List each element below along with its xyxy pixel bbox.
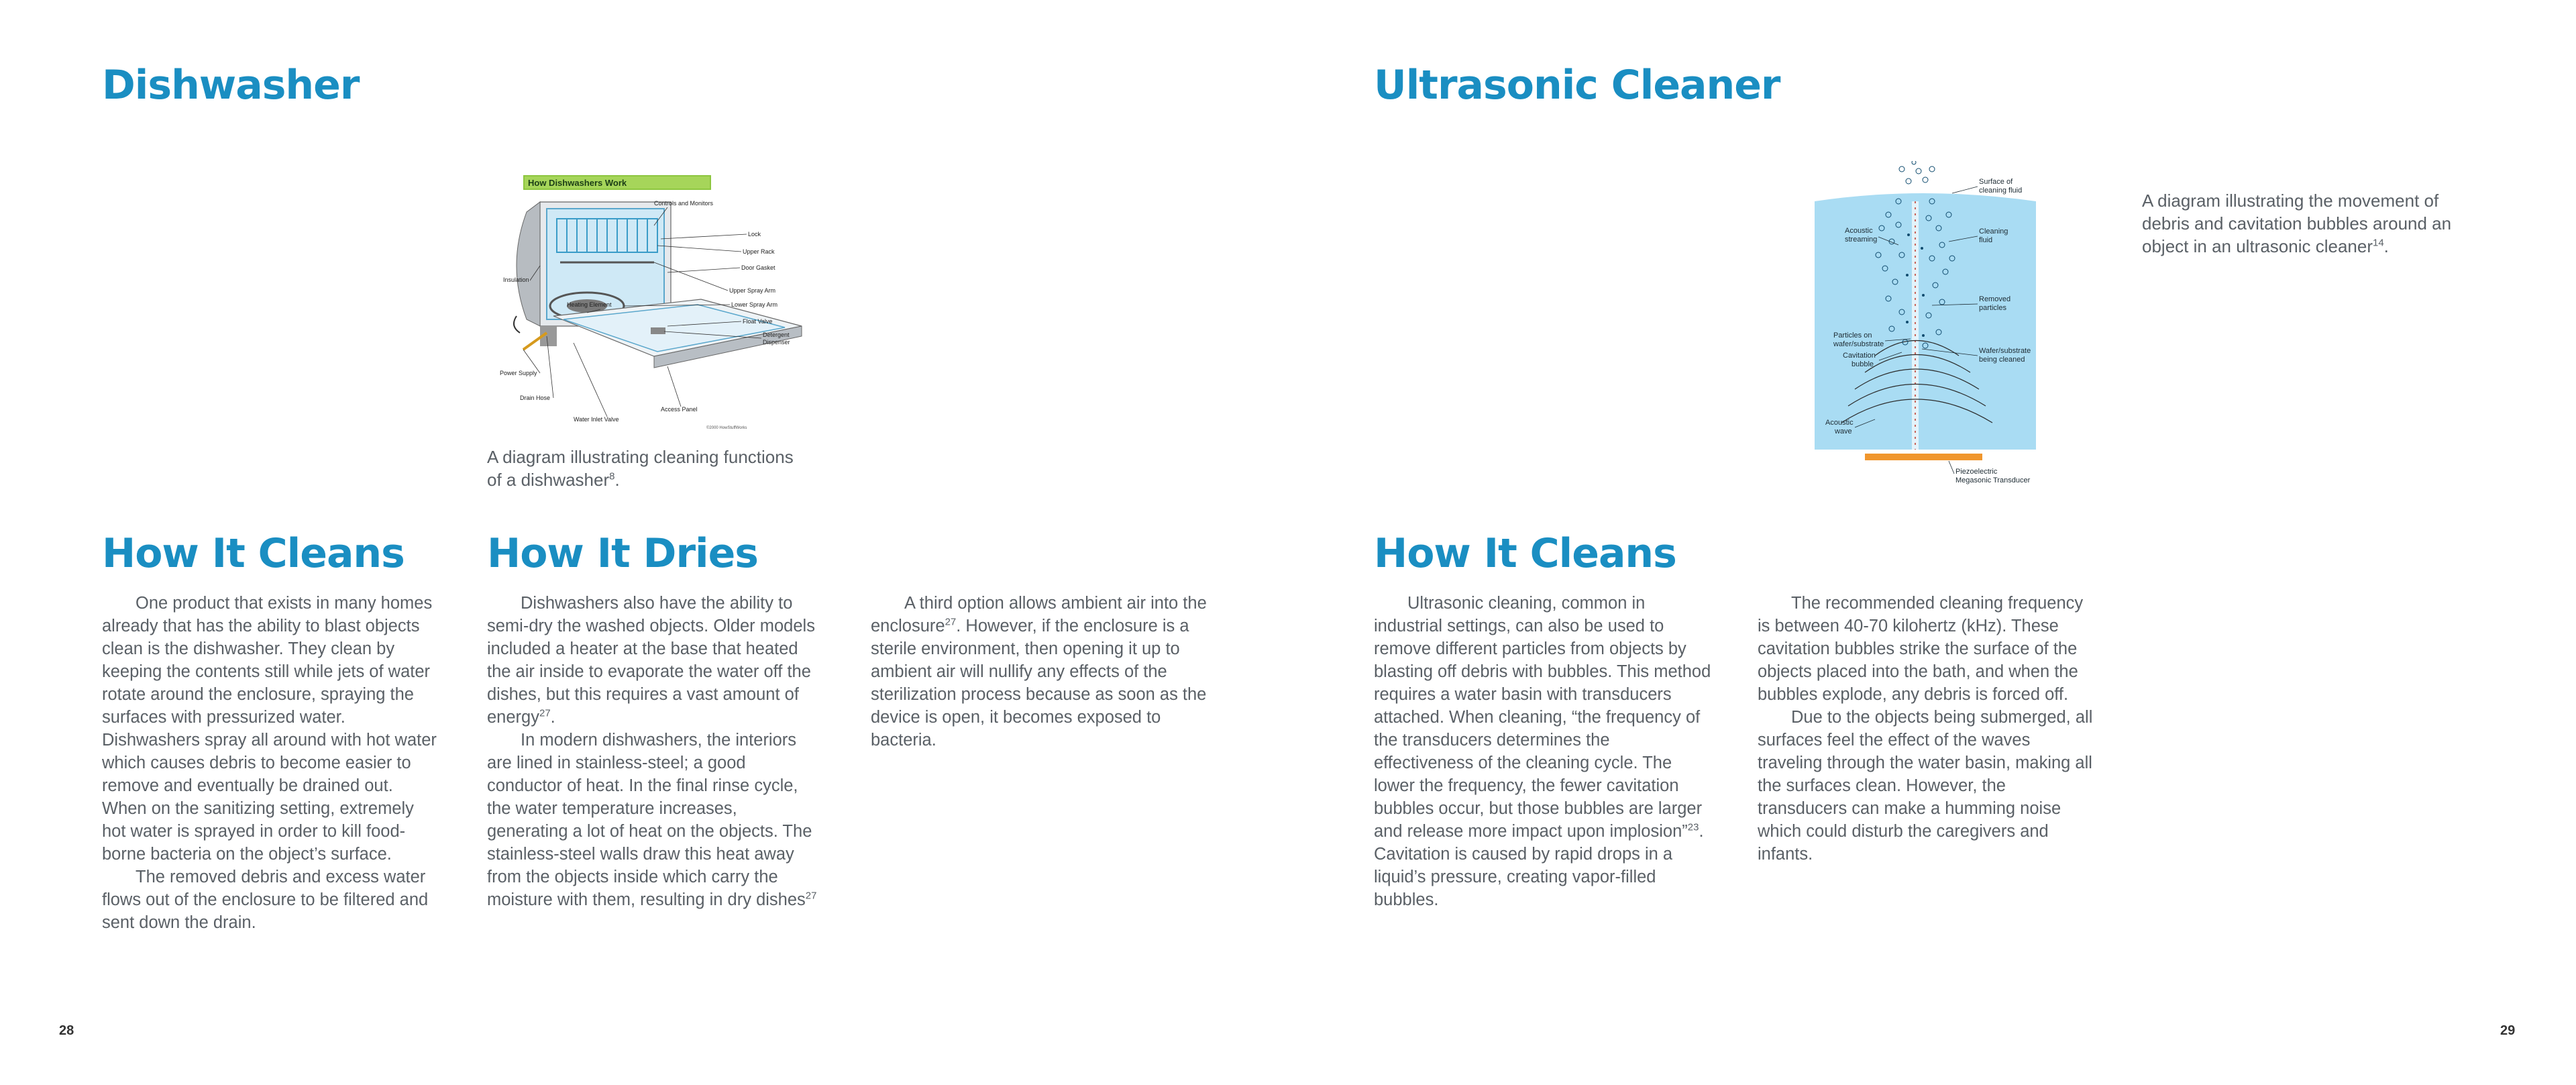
label-heating-element: Heating Element	[567, 301, 612, 308]
ultrasonic-cleans-text: Ultrasonic cleaning, common in industrial settings, can also be used to remove different particles from objects by blasting off debris with bubbles. This method requires a water basin with transducers attached. When cleaning, “the frequency of the transducers determines the effectiveness of the cleaning cycle. The lower the frequency, the fewer cavitation bubbles occur, but those bubbles are larger and release more impact upon implosion”$^{23}$. Cavitation is caused by rapid drops in a liquid’s pressure, creating vapor-filled bubbles.	[1374, 594, 1711, 909]
label-controls: Controls and Monitors	[654, 200, 714, 207]
label-upper-rack: Upper Rack	[743, 248, 775, 255]
label-upper-spray-arm: Upper Spray Arm	[729, 287, 776, 294]
diagram-banner: How Dishwashers Work	[528, 178, 627, 188]
label-power-supply: Power Supply	[500, 370, 537, 376]
label-particles-1: Particles on	[1833, 331, 1872, 340]
ultrasonic-cleans-text-col2: The recommended cleaning frequency is between 40-70 kilohertz (kHz). These cavitation bubbles strike the surface of the objects placed into the bath, and when the bubbles explode, any debris is forced off. Due to the objects being submerged, all surfaces feel the effect of the waves traveling through the water basin, making all the surfaces clean. However, the transducers can make a humming noise which could disturb the caregivers and infants.	[1758, 594, 2093, 864]
label-acoustic-streaming-2: streaming	[1845, 236, 1878, 244]
label-lock: Lock	[748, 231, 761, 238]
label-cleaning-fluid-1: Cleaning	[1979, 227, 2008, 236]
label-credit: ©2000 HowStuffWorks	[706, 426, 747, 430]
dishwasher-dries-text: Dishwashers also have the ability to semi-dry the washed objects. Older models included a heater at the base that heated the air inside to evaporate the water off the dishes, but this requires a vast amount of energy$^{27}$. In modern dishwashers, the interiors are lined in stainless-steel; a good conductor of heat. In the final rinse cycle, the water temperature increases, generating a lot of heat on the objects. The stainless-steel walls draw this heat away from the objects inside which carry the moisture with them, resulting in dry dishes$^{27}$	[487, 594, 817, 909]
dishwasher-cleans-text: One product that exists in many homes already that has the ability to blast objects clean is the dishwasher. They clean by keeping the contents still while jets of water rotate around the enclosure, spraying the surfaces with pressurized water. Dishwashers spray all around with hot water which causes debris to become easier to remove and eventually be drained out. When on the sanitizing setting, extremely hot water is sprayed in order to kill food-borne bacteria on the object’s surface. The removed debris and excess water flows out of the enclosure to be filtered and sent down the drain.	[102, 594, 437, 932]
section-heading-how-it-dries: How It Dries	[487, 530, 759, 577]
label-wafer-1: Wafer/substrate	[1979, 347, 2031, 355]
label-surface-1: Surface of	[1979, 178, 2013, 186]
label-cavitation-1: Cavitation	[1843, 352, 1876, 360]
page-title-ultrasonic-cleaner: Ultrasonic Cleaner	[1374, 62, 1780, 109]
label-surface-2: cleaning fluid	[1979, 187, 2023, 195]
label-detergent-1: Detergent	[763, 331, 790, 338]
page-number-left: 28	[59, 1023, 74, 1038]
label-water-inlet: Water Inlet Valve	[574, 416, 619, 423]
label-drain-hose: Drain Hose	[520, 395, 551, 401]
label-float-valve: Float Valve	[743, 318, 773, 325]
label-insulation: Insulation	[503, 276, 529, 283]
ultrasonic-diagram	[1815, 161, 2056, 490]
label-cavitation-2: bubble	[1851, 360, 1874, 368]
label-acoustic-wave-2: wave	[1835, 427, 1852, 435]
section-heading-how-it-cleans: How It Cleans	[102, 530, 405, 577]
label-removed-2: particles	[1979, 304, 2006, 312]
label-lower-spray-arm: Lower Spray Arm	[731, 301, 778, 308]
label-detergent-2: Dispenser	[763, 339, 790, 346]
label-transducer-1: Piezoelectric	[1955, 468, 1998, 476]
dishwasher-dries-text-col3: A third option allows ambient air into the enclosure$^{27}$. However, if the enclosure is a sterile environment, then opening it up to ambient air will nullify any effects of the sterilization process because as soon as the device is open, it becomes exposed to bacteria.	[871, 594, 1207, 750]
label-transducer-2: Megasonic Transducer	[1955, 476, 2031, 484]
section-heading-how-it-cleans-ultrasonic: How It Cleans	[1374, 530, 1676, 577]
page-title-dishwasher: Dishwasher	[102, 62, 360, 109]
dishwasher-diagram	[500, 172, 815, 433]
label-removed-1: Removed	[1979, 295, 2011, 303]
label-acoustic-streaming-1: Acoustic	[1845, 227, 1873, 235]
label-cleaning-fluid-2: fluid	[1979, 236, 1993, 244]
ultrasonic-caption: A diagram illustrating the movement of debris and cavitation bubbles around an object in an ultrasonic cleaner$^{14}$.	[2142, 191, 2452, 256]
dishwasher-caption: A diagram illustrating cleaning functions of a dishwasher$^8$.	[487, 447, 794, 490]
label-particles-2: wafer/substrate	[1833, 340, 1884, 348]
label-door-gasket: Door Gasket	[741, 264, 775, 271]
label-access-panel: Access Panel	[661, 406, 698, 413]
label-acoustic-wave-1: Acoustic	[1825, 419, 1854, 427]
page-number-right: 29	[2500, 1023, 2516, 1038]
label-wafer-2: being cleaned	[1979, 356, 2025, 364]
